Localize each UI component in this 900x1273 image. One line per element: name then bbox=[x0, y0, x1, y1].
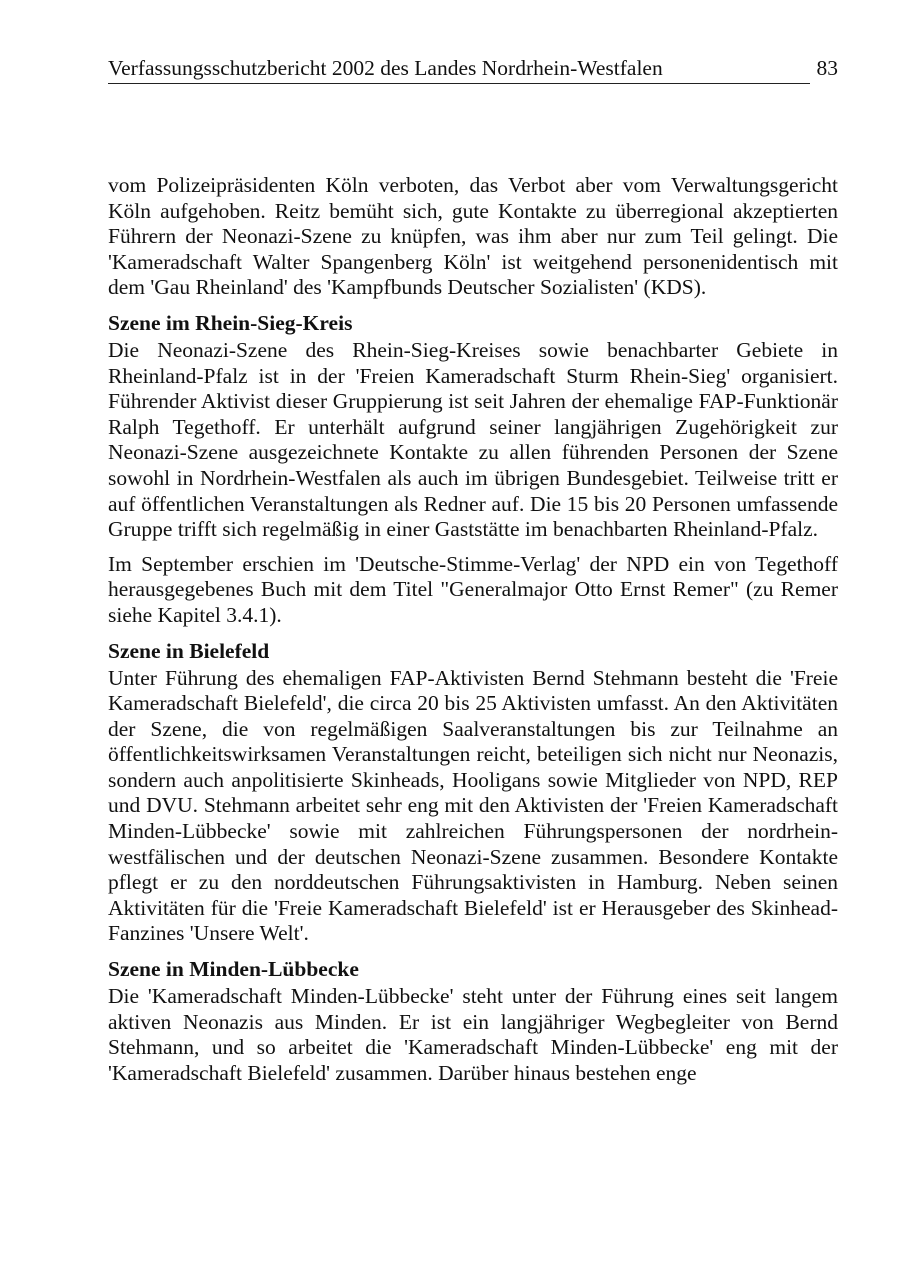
paragraph-tegethoff-book: Im September erschien im 'Deutsche-Stimme-Verlag' der NPD ein von Tegethoff herausgegebenes Buch mit dem Titel "Generalmajor Otto Ernst Remer" (zu Remer siehe Kapitel 3.4.1). bbox=[108, 551, 838, 627]
paragraph-rhein-sieg: Die Neonazi-Szene des Rhein-Sieg-Kreises sowie benachbarter Gebiete in Rheinland-Pfalz ist in der 'Freien Kameradschaft Sturm Rhein-Sieg' organisiert. Führender Aktivist dieser Gruppierung ist seit Jahren der ehemalige FAP-Funktionär Ralph Tegethoff. Er unterhält aufgrund seiner langjährigen Zugehörigkeit zur Neonazi-Szene ausgezeichnete Kontakte zu allen führenden Personen der Szene sowohl in Nordrhein-Westfalen als auch im übrigen Bundesgebiet. Teilweise tritt er auf öffentlichen Veranstaltungen als Redner auf. Die 15 bis 20 Personen umfassende Gruppe trifft sich regelmäßig in einer Gaststätte im benachbarten Rheinland-Pfalz. bbox=[108, 337, 838, 542]
paragraph-minden-luebbecke: Die 'Kameradschaft Minden-Lübbecke' steht unter der Führung eines seit langem aktiven Neonazis aus Minden. Er ist ein langjähriger Wegbegleiter von Bernd Stehmann, und so arbeitet die 'Kameradschaft Minden-Lübbecke' eng mit der 'Kameradschaft Bielefeld' zusammen. Darüber hinaus bestehen enge bbox=[108, 984, 838, 1085]
paragraph-bielefeld: Unter Führung des ehemaligen FAP-Aktivisten Bernd Stehmann besteht die 'Freie Kameradschaft Bielefeld', die circa 20 bis 25 Aktivisten umfasst. An den Aktivitäten der Szene, die von regelmäßigen Saalveranstaltungen bis zur Teilnahme an öffentlichkeitswirksamen Veranstaltungen reicht, beteiligen sich nicht nur Neonazis, sondern auch anpolitisierte Skinheads, Hooligans sowie Mitglieder von NPD, REP und DVU. Stehmann arbeitet sehr eng mit den Aktivisten der 'Freien Kameradschaft Minden-Lübbecke' sowie mit zahlreichen Führungspersonen der nordrhein-westfälischen und der deutschen Neonazi-Szene zusammen. Besondere Kontakte pflegt er zu den norddeutschen Führungsaktivisten in Hamburg. Neben seinen Aktivitäten für die 'Freie Kameradschaft Bielefeld' ist er Herausgeber des Skinhead-Fanzines 'Unsere Welt'. bbox=[108, 665, 838, 946]
section-heading-minden-luebbecke: Szene in Minden-Lübbecke bbox=[108, 957, 359, 982]
header-title: Verfassungsschutzbericht 2002 des Landes Nordrhein-Westfalen bbox=[108, 54, 810, 84]
section-heading-rhein-sieg: Szene im Rhein-Sieg-Kreis bbox=[108, 310, 353, 335]
page-number: 83 bbox=[816, 56, 838, 80]
section-heading-bielefeld: Szene in Bielefeld bbox=[108, 638, 270, 663]
paragraph-koeln: vom Polizeipräsidenten Köln verboten, das Verbot aber vom Verwaltungsgericht Köln aufgehoben. Reitz bemüht sich, gute Kontakte zu überregional akzeptierten Führern der Neonazi-Szene zu knüpfen, was ihm aber nur zum Teil gelingt. Die 'Kameradschaft Walter Spangenberg Köln' ist weitgehend personenidentisch mit dem 'Gau Rheinland' des 'Kampfbunds Deutscher Sozialisten' (KDS). bbox=[108, 173, 838, 300]
document-body bbox=[108, 173, 838, 1095]
running-header bbox=[108, 54, 838, 84]
